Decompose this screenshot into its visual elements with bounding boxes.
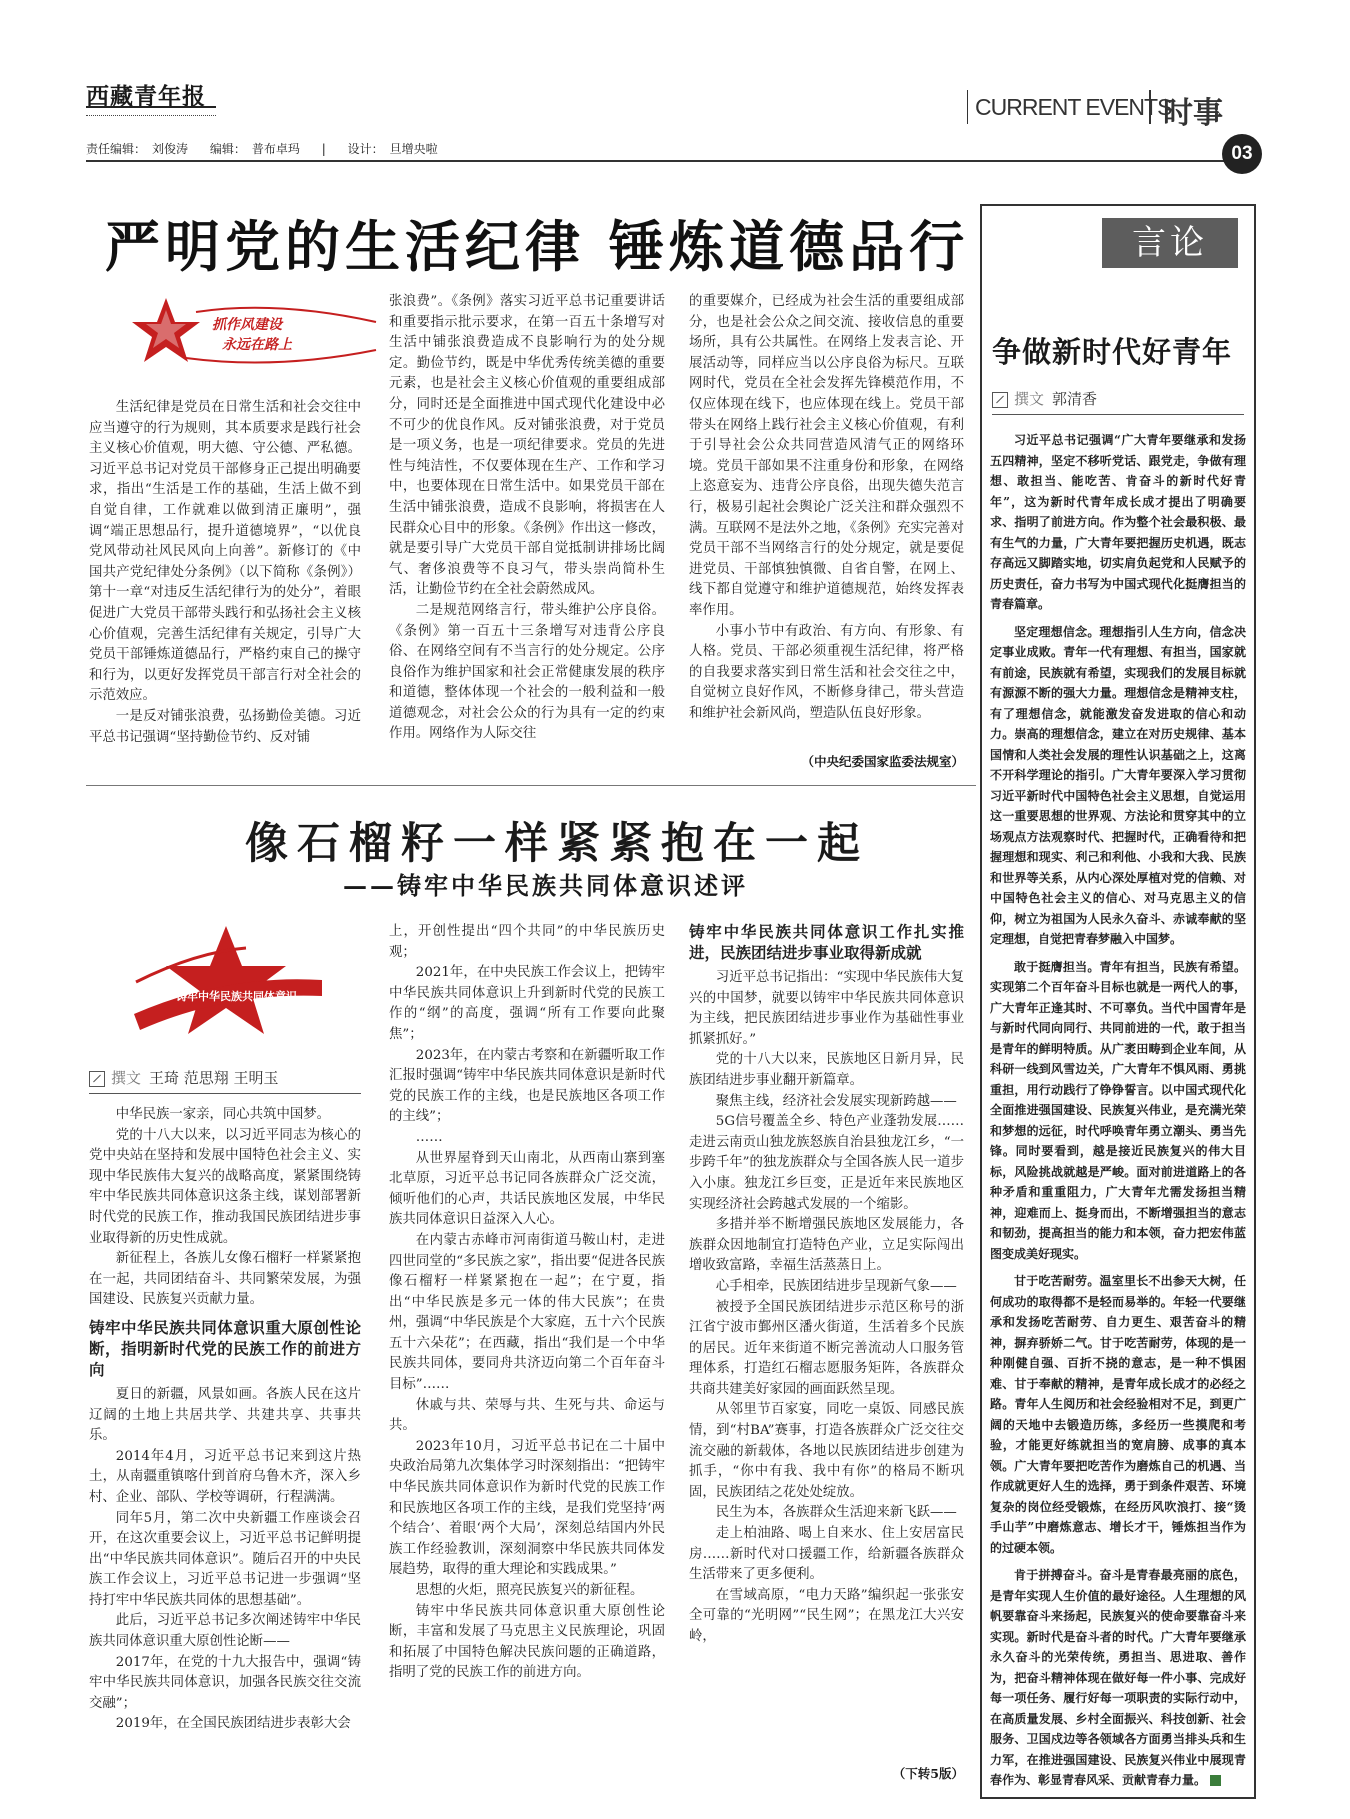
paragraph: 民生为本，各族群众生活迎来新飞跃—— [715, 1505, 957, 1521]
opinion-tag: 言论 [1102, 218, 1238, 268]
article2-subheadline: ——铸牢中华民族共同体意识述评 [343, 871, 748, 900]
article1-emblem [126, 292, 386, 372]
paragraph: 同年5月，第二次中央新疆工作座谈会召开，在这次重要会议上，习近平总书记鲜明提出“中华民族共同体意识”。随后召开的中央民族工作会议上，习近平总书记进一步强调“坚持打牢中华民族共同体的思想基础”。 [89, 1510, 361, 1608]
paragraph: 甘于吃苦耐劳。温室里长不出参天大树，任何成功的取得都不是轻而易举的。年轻一代要继承和发扬吃苦耐劳、自力更生、艰苦奋斗的精神，摒弃骄娇二气。甘于吃苦耐劳，体现的是一种刚健自强、百折不挠的意志，是一种不惧困难、甘于奉献的精神，是青年成长成才的必经之路。青年人生阅历和社会经验相对不足，到更广阔的天地中去锻造历练，多经历一些摸爬和考验，才能更好练就担当的宽肩膀、成事的真本领。广大青年要把吃苦作为磨炼自己的机遇、当作成就更好人生的选择，勇于到条件艰苦、环境复杂的岗位经受锻炼，在经历风吹浪打、接“烫手山芋”中磨炼意志、增长才干，锤炼担当作为的过硬本领。 [990, 1274, 1246, 1555]
byline-names: 王琦 范思翔 王明玉 [149, 1069, 279, 1087]
byline-prefix: 撰文 [111, 1069, 142, 1087]
section-subhead: 铸牢中华民族共同体意识工作扎实推进，民族团结进步事业取得新成就 [689, 923, 964, 962]
paragraph: 习近平总书记强调“广大青年要继承和发扬五四精神，坚定不移听党话、跟党走，争做有理想、敢担当、能吃苦、肯奋斗的新时代好青年”，这为新时代青年成长成才提出了明确要求、指明了前进方向。作为整个社会最积极、最有生气的力量，广大青年要把握历史机遇，既志存高远又脚踏实地，切实肩负起党和人民赋予的历史责任，奋力书写为中国式现代化挺膺担当的青春篇章。 [990, 433, 1246, 611]
paragraph: 党的十八大以来，民族地区日新月异，民族团结进步事业翻开新篇章。 [689, 1052, 964, 1088]
article2-col1 [89, 1105, 361, 1735]
article2-emblem [126, 922, 326, 1052]
article1-col3 [689, 292, 964, 724]
responsible-editor: 刘俊涛 [152, 142, 189, 156]
paragraph: 此后，习近平总书记多次阐述铸牢中华民族共同体意识重大原创性论断—— [89, 1613, 361, 1650]
paragraph: 从邻里节百家宴，同吃一桌饭、同感民族情，到“村BA”赛事，打造各族群众广泛交往交流交融的新载体，各地以民族团结进步创建为抓手，“你中有我、我中有你”的格局不断巩固，民族团结之花处处绽放。 [689, 1402, 964, 1500]
paragraph: 在内蒙古赤峰市河南街道马鞍山村，走进四世同堂的“多民族之家”，指出要“促进各民族像石榴籽一样紧紧抱在一起”；在宁夏，指出“中华民族是多元一体的伟大民族”；在贵州，强调“中华民族是个大家庭，五十六个民族五十六朵花”；在西藏，指出“我们是一个中华民族共同体，要同舟共济迈向第二个百年奋斗目标”…… [389, 1232, 665, 1393]
paragraph: 敢于挺膺担当。青年有担当，民族有希望。实现第二个百年奋斗目标也就是一两代人的事，广大青年正逢其时、不可辜负。当代中国青年是与新时代同向同行、共同前进的一代，敢于担当是青年的鲜明特质。从广袤田畴到企业车间，从科研一线到风雪边关，广大青年不惧风雨、勇挑重担，用行动践行了铮铮誓言。以中国式现代化全面推进强国建设、民族复兴伟业，是充满光荣和梦想的远征，时代呼唤青年勇立潮头、勇当先锋。同时要看到，越是接近民族复兴的伟大目标，风险挑战就越是严峻。面对前进道路上的各种矛盾和重重阻力，广大青年尤需发扬担当精神，迎难而上、挺身而出，不断增强担当的意志和韧劲，提高担当的能力和本领，奋力把宏伟蓝图变成美好现实。 [990, 959, 1246, 1261]
paragraph: 5G信号覆盖全乡、特色产业蓬勃发展……走进云南贡山独龙族怒族自治县独龙江乡，“一步跨千年”的独龙族群众与全国各族人民一道步入小康。独龙江乡巨变，正是近年来民族地区实现经济社会跨越式发展的一个缩影。 [689, 1114, 964, 1212]
article2-headline: 像石榴籽一样紧紧抱在一起 [245, 819, 869, 869]
byline-prefix: 撰文 [1014, 390, 1045, 408]
pen-icon [89, 1071, 105, 1087]
end-mark-icon [1210, 1775, 1221, 1786]
pen-icon [992, 392, 1008, 408]
section-title-en: CURRENT EVENTS [975, 94, 1172, 120]
designer-label: 设计： [347, 142, 384, 156]
paragraph: 2014年4月，习近平总书记来到这片热土，从南疆重镇喀什到首府乌鲁木齐，深入乡村、企业、部队、学校等调研，行程满满。 [89, 1448, 361, 1505]
paragraph: 上，开创性提出“四个共同”的中华民族历史观； [389, 924, 665, 960]
paragraph: 休戚与共、荣辱与共、生死与共、命运与共。 [389, 1397, 665, 1434]
paragraph: 一是反对铺张浪费，弘扬勤俭美德。习近平总书记强调“坚持勤俭节约、反对铺 [89, 708, 361, 745]
paragraph: 生活纪律是党员在日常生活和社会交往中应当遵守的行为规则，其本质要求是践行社会主义核心价值观，明大德、守公德、严私德。习近平总书记对党员干部修身正己提出明确要求，指出“生活是工作的基础，生活上做不到自觉自律，工作就难以做到清正廉明”，强调“端正思想品行，提升道德境界”，“以优良党风带动社风民风向上向善”。新修订的《中国共产党纪律处分条例》（以下简称《条例》）第十一章“对违反生活纪律行为的处分”，着眼促进广大党员干部带头践行和弘扬社会主义核心价值观，完善生活纪律有关规定，引导广大党员干部锤炼道德品行，严格约束自己的操守和行为，以更好发挥党员干部言行对全社会的示范效应。 [89, 400, 361, 704]
byline-rule [89, 1093, 361, 1094]
paragraph: 从世界屋脊到天山南北，从西南山寨到塞北草原，习近平总书记同各族群众广泛交流，倾听他们的心声，共话民族地区发展，中华民族共同体意识日益深入人心。 [389, 1150, 665, 1228]
paragraph: 走上柏油路、喝上自来水、住上安居富民房……新时代对口援疆工作，给新疆各族群众生活带来了更多便利。 [689, 1526, 964, 1583]
paragraph: 铸牢中华民族共同体意识重大原创性论断，丰富和发展了马克思主义民族理论，巩固和拓展了中国特色解决民族问题的正确道路，指明了党的民族工作的前进方向。 [389, 1603, 665, 1681]
paper-name: 西藏青年报 [86, 83, 206, 110]
responsible-editor-label: 责任编辑： [86, 142, 147, 156]
article1-source: （中央纪委国家监委法规室） [801, 754, 964, 769]
opinion-body [990, 430, 1246, 1791]
article1-headline: 严明党的生活纪律 锤炼道德品行 [105, 215, 970, 279]
editors-line [86, 140, 444, 157]
paragraph: 张浪费”。《条例》落实习近平总书记重要讲话和重要指示批示要求，在第一百五十条增写对生活中铺张浪费造成不良影响行为的处分规定。勤俭节约，既是中华优秀传统美德的重要元素，也是社会主义核心价值观的重要组成部分，同时还是全面推进中国式现代化建设中必不可少的优良作风。反对铺张浪费，对于党员是一项义务，也是一项纪律要求。党员的先进性与纯洁性，不仅要体现在生产、工作和学习中，也要体现在日常生活中。如果党员干部在生活中铺张浪费，造成不良影响，将损害在人民群众心目中的形象。《条例》作出这一修改，就是要引导广大党员干部自觉抵制讲排场比阔气、奢侈浪费等不良习气，带头崇尚简朴生活，让勤俭节约在全社会蔚然成风。 [389, 294, 665, 598]
paragraph: 夏日的新疆，风景如画。各族人民在这片辽阔的土地上共居共学、共建共享、共事共乐。 [89, 1386, 361, 1444]
red-star-ribbon-icon [126, 922, 326, 1052]
paper-name-tibetan-script [86, 106, 216, 116]
paragraph: 2017年，在党的十九大报告中，强调“铸牢中华民族共同体意识，加强各民族交往交流交融”； [89, 1654, 361, 1711]
masthead-rule [86, 160, 1256, 162]
paragraph: 二是规范网络言行，带头维护公序良俗。《条例》第一百五十三条增写对违背公序良俗、在网络空间有不当言行的处分规定。公序良俗作为维护国家和社会正常健康发展的秩序和道德，整体体现一个社会的一般利益和一般道德观念，对社会公众的行为具有一定的约束作用。网络作为人际交往 [389, 602, 665, 742]
designer: 旦增央啦 [389, 142, 438, 156]
paragraph: 思想的火炬，照亮民族复兴的新征程。 [415, 1583, 644, 1598]
paragraph: 在雪域高原，“电力天路”编织起一张张安全可靠的“光明网”“民生网”；在黑龙江大兴安岭， [689, 1587, 964, 1644]
paragraph: 中华民族一家亲，同心共筑中国梦。 [115, 1107, 331, 1122]
section-title-cn: 时事 [1163, 96, 1223, 131]
paragraph: …… [415, 1129, 443, 1145]
editor-label: 编辑： [209, 142, 246, 156]
paragraph-text: 肯于拼搏奋斗。奋斗是青春最亮丽的底色，是青年实现人生价值的最好途径。人生理想的风帆要靠奋斗来扬起，民族复兴的使命要靠奋斗来实现。新时代是奋斗者的时代。广大青年要继承永久奋斗的光荣传统，勇担当、思进取、善作为，把奋斗精神体现在做好每一件小事、完成好每一项任务、履行好每一项职责的实际行动中，在高质量发展、乡村全面振兴、科技创新、社会服务、卫国戍边等各领域各方面勇当排头兵和生力军，在推进强国建设、民族复兴伟业中展现青春作为、彰显青春风采、贡献青春力量。 [990, 1568, 1246, 1787]
emblem-line2: 永远在路上 [222, 337, 292, 353]
article1-col2 [389, 292, 665, 745]
paragraph: 心手相牵，民族团结进步呈现新气象—— [715, 1278, 957, 1294]
section-header [967, 86, 1257, 130]
section-subhead: 铸牢中华民族共同体意识重大原创性论断，指明新时代党的民族工作的前进方向 [89, 1318, 361, 1379]
paragraph-last [990, 1565, 1246, 1791]
byline-name: 郭清香 [1052, 390, 1098, 408]
opinion-byline [992, 388, 1097, 409]
paragraph: 小事小节中有政治、有方向、有形象、有人格。党员、干部必须重视生活纪律，将严格的自我要求落实到日常生活和社会交往之中，自觉树立良好作风，不断修身律己，带头营造和维护社会新风尚，塑造队伍良好形象。 [689, 623, 964, 721]
article2-col3 [689, 922, 964, 1648]
paragraph: 聚焦主线，经济社会发展实现新跨越—— [715, 1093, 957, 1109]
editors-divider: | [321, 142, 326, 156]
paragraph: 多措并举不断增强民族地区发展能力，各族群众因地制宜打造特色产业，立足实际闯出增收致富路，幸福生活蒸蒸日上。 [689, 1217, 964, 1274]
opinion-title: 争做新时代好青年 [992, 335, 1233, 369]
article-divider [86, 785, 976, 786]
emblem-ribbon-text: 铸牢中华民族共同体意识 [176, 990, 297, 1003]
section-bar [967, 90, 968, 124]
paragraph: 2023年10月，习近平总书记在二十届中央政治局第九次集体学习时深刻指出：“把铸牢中华民族共同体意识作为新时代党的民族工作和民族地区各项工作的主线，是我们党坚持‘两个结合’、着眼‘两个大局’，深刻总结国内外民族工作经验教训，深刻洞察中华民族共同体发展趋势，取得的重大理论和实践成果。” [389, 1438, 665, 1578]
article2-continued: （下转5版） [892, 1766, 964, 1781]
opinion-byline-rule [992, 414, 1244, 415]
article2-col2 [389, 922, 665, 1684]
section-separator [1149, 90, 1151, 124]
article2-byline [89, 1067, 279, 1088]
paragraph: 2019年，在全国民族团结进步表彰大会 [115, 1716, 351, 1732]
paragraph: 被授予全国民族团结进步示范区称号的浙江省宁波市鄞州区潘火街道，生活着多个民族的居民。近年来街道不断完善流动人口服务管理体系，打造红石榴志愿服务矩阵，各族群众共商共建美好家园的画面跃然呈现。 [689, 1299, 964, 1397]
paragraph: 新征程上，各族儿女像石榴籽一样紧紧抱在一起，共同团结奋斗、共同繁荣发展，为强国建设、民族复兴贡献力量。 [89, 1251, 361, 1308]
article1-col1 [89, 398, 361, 748]
page-number: 03 [1222, 134, 1262, 174]
paragraph: 习近平总书记指出：“实现中华民族伟大复兴的中国梦，就要以铸牢中华民族共同体意识为主线，把民族团结进步事业作为基础性事业抓紧抓好。” [689, 970, 964, 1047]
paragraph: 2021年，在中央民族工作会议上，把铸牢中华民族共同体意识上升到新时代党的民族工作的“纲”的高度，强调“所有工作要向此聚焦”； [389, 965, 665, 1042]
emblem-line1: 抓作风建设 [212, 317, 282, 333]
paragraph: 党的十八大以来，以习近平同志为核心的党中央站在坚持和发展中国特色社会主义、实现中华民族伟大复兴的战略高度，紧紧围绕铸牢中华民族共同体意识这条主线，谋划部署新时代党的民族工作，推动我国民族团结进步事业取得新的历史性成就。 [89, 1127, 361, 1246]
paragraph: 的重要媒介，已经成为社会生活的重要组成部分，也是社会公众之间交流、接收信息的重要场所，具有公共属性。在网络上发表言论、开展活动等，同样应当以公序良俗为标尺。互联网时代，党员在全社会发挥先锋模范作用，不仅应体现在线下，也应体现在线上。党员干部带头在网络上践行社会主义核心价值观，有利于引导社会公众共同营造风清气正的网络环境。党员干部如果不注重身份和形象，在网络上恣意妄为、违背公序良俗，出现失德失范言行，极易引起社会舆论广泛关注和群众强烈不满。互联网不是法外之地，《条例》充实完善对党员干部不当网络言行的处分规定，就是要促进党员、干部慎独慎微、自省自警，在网上、线下都自觉遵守和维护道德规范，始终发挥表率作用。 [689, 294, 964, 618]
paragraph: 坚定理想信念。理想指引人生方向，信念决定事业成败。青年一代有理想、有担当，国家就有前途，民族就有希望，实现我们的发展目标就有源源不断的强大力量。理想信念是精神支柱，有了理想信念，就能激发奋发进取的信心和动力。崇高的理想信念，建立在对历史规律、基本国情和人类社会发展的理性认识基础之上，这离不开科学理论的指引。广大青年要深入学习贯彻习近平新时代中国特色社会主义思想，自觉运用这一重要思想的世界观、方法论和贯穿其中的立场观点方法观察时代、把握时代，正确看待和把握理想和现实、利己和利他、小我和大我、民族和世界等关系，从内心深处厚植对党的信赖、对中国特色社会主义的信心、对马克思主义的信仰，树立为祖国为人民永久奋斗、赤诚奉献的坚定理想，自觉把青春梦融入中国梦。 [990, 624, 1246, 946]
editor: 普布卓玛 [251, 142, 300, 156]
paragraph: 2023年，在内蒙古考察和在新疆听取工作汇报时强调“铸牢中华民族共同体意识是新时代党的民族工作的主线，也是民族地区各项工作的主线”； [389, 1047, 665, 1125]
